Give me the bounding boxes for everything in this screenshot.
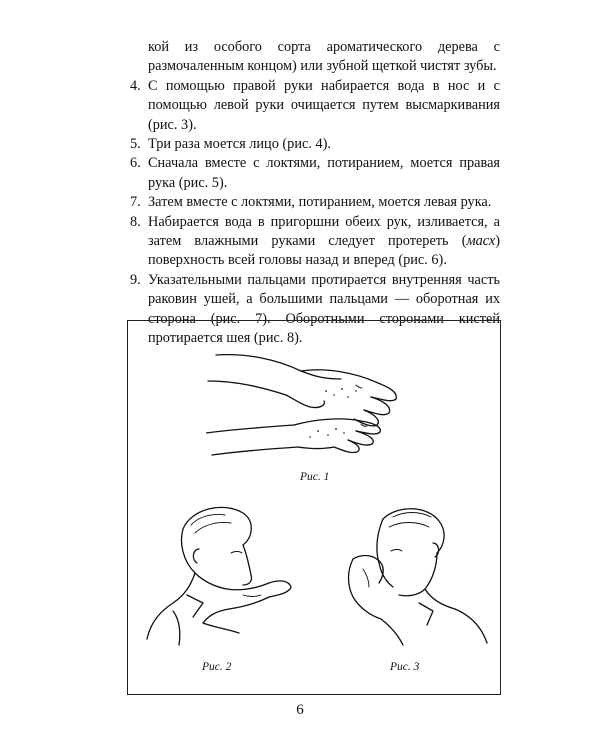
item-number: 6.: [130, 155, 141, 172]
figure-1-hands-illustration: [206, 333, 436, 463]
item-text: Затем вместе с локтями, потиранием, моется левая рука.: [148, 194, 492, 211]
item-number: 7.: [130, 194, 141, 211]
item-text-italic: масх: [466, 233, 496, 250]
item-number: 9.: [130, 271, 141, 288]
list-item-6: [130, 154, 500, 193]
list-item-7: [130, 193, 500, 212]
item-text: С помощью правой руки набирается вода в нос и с помощью левой руки очищается путем высмаркивания (рис. 3).: [148, 77, 500, 133]
item-text: Три раза моется лицо (рис. 4).: [148, 136, 331, 153]
page-number: 6: [296, 702, 304, 718]
figure-frame: [127, 320, 501, 695]
item-text: Сначала вместе с локтями, потиранием, моется правая рука (рис. 5).: [148, 155, 500, 191]
item-text-before: Набирается вода в пригоршни обеих рук, изливается, а затем влажными руками следует протереть (: [148, 213, 500, 250]
figure-2-caption: Рис. 2: [202, 661, 232, 673]
item-number: 4.: [130, 77, 141, 94]
list-item-5: [130, 135, 500, 154]
figure-3-caption: Рис. 3: [390, 661, 420, 673]
figure-3-illustration: [323, 499, 493, 649]
item-number: 5.: [130, 136, 141, 153]
figure-2-illustration: [143, 499, 313, 649]
list-item-8: [130, 213, 500, 271]
body-text: [130, 38, 500, 349]
item-number: 8.: [130, 213, 141, 230]
figure-1-caption: Рис. 1: [300, 471, 330, 483]
item-text: Указательными пальцами протирается внутренняя часть раковин ушей, а большими пальцами — оборотная их сторона (рис. 7). Оборотными сторонами кистей протирается шея (рис. 8).: [148, 271, 500, 347]
list-item-4: [130, 77, 500, 135]
continuation-paragraph: кой из особого сорта ароматического дерева с размочаленным концом) или зубной щеткой чистят зубы.: [148, 39, 500, 75]
item-text-after: ) поверхность всей головы назад и вперед (рис. 6).: [148, 233, 500, 269]
